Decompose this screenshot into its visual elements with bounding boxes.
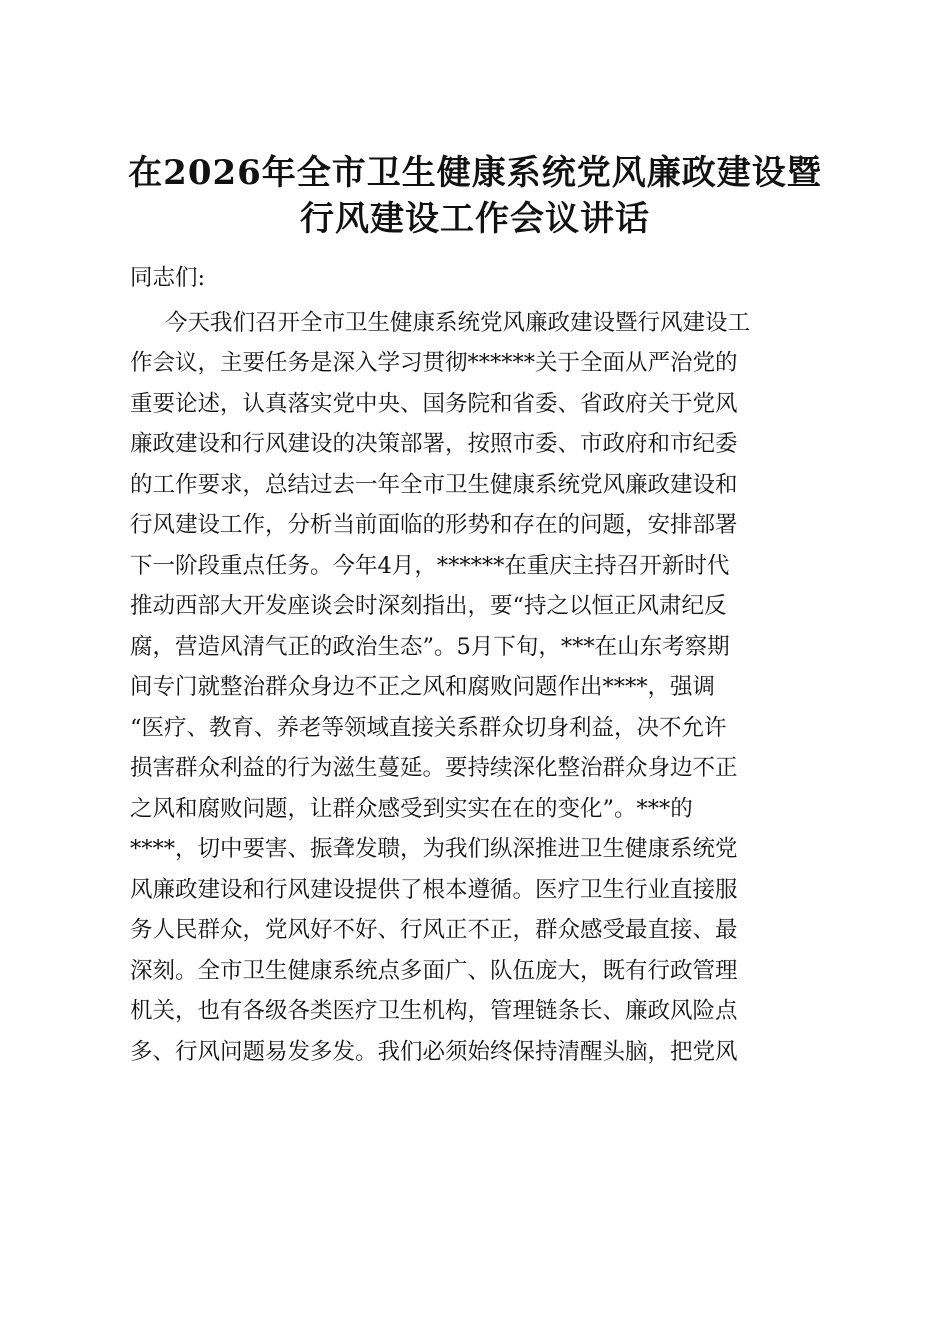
- body-line: 下一阶段重点任务。今年4月，******在重庆主持召开新时代: [130, 552, 730, 579]
- body-line: 损害群众利益的行为滋生蔓延。要持续深化整治群众身边不正: [130, 755, 738, 781]
- body-line: 今天我们召开全市卫生健康系统党风廉政建设暨行风建设工: [165, 309, 751, 336]
- title-line: 行风建设工作会议讲话: [300, 199, 650, 239]
- body-line: 之风和腐败问题，让群众感受到实实在在的变化”。***的: [130, 795, 693, 822]
- body-line: ****，切中要害、振聋发聩，为我们纵深推进卫生健康系统党: [130, 836, 738, 862]
- body-line: 的工作要求，总结过去一年全市卫生健康系统党风廉政建设和: [130, 471, 738, 498]
- document-title: [100, 150, 850, 242]
- body-line: 作会议，主要任务是深入学习贯彻******关于全面从严治党的: [130, 350, 738, 376]
- body-line: 多、行风问题易发多发。我们必须始终保持清醒头脑，把党风: [130, 1038, 738, 1065]
- body-line: 廉政建设和行风建设的决策部署，按照市委、市政府和市纪委: [130, 431, 738, 457]
- body-line: “医疗、教育、养老等领域直接关系群众切身利益，决不允许: [130, 714, 727, 741]
- body-line: 腐，营造风清气正的政治生态”。5月下旬，***在山东考察期: [130, 633, 730, 660]
- body-line: 重要论述，认真落实党中央、国务院和省委、省政府关于党风: [130, 390, 738, 417]
- salutation: 同志们:: [130, 265, 206, 291]
- body-line: 机关，也有各级各类医疗卫生机构，管理链条长、廉政风险点: [130, 998, 738, 1024]
- body-line: 间专门就整治群众身边不正之风和腐败问题作出****，强调: [130, 674, 716, 700]
- document-body: [130, 258, 830, 1072]
- body-line: 行风建设工作，分析当前面临的形势和存在的问题，安排部署: [130, 512, 738, 538]
- body-line: 深刻。全市卫生健康系统点多面广、队伍庞大，既有行政管理: [130, 957, 738, 984]
- body-line: 风廉政建设和行风建设提供了根本遵循。医疗卫生行业直接服: [130, 876, 738, 903]
- title-line: 在2026年全市卫生健康系统党风廉政建设暨: [128, 153, 822, 193]
- body-line: 务人民群众，党风好不好、行风正不正，群众感受最直接、最: [130, 917, 738, 943]
- body-line: 推动西部大开发座谈会时深刻指出，要“持之以恒正风肃纪反: [130, 593, 727, 619]
